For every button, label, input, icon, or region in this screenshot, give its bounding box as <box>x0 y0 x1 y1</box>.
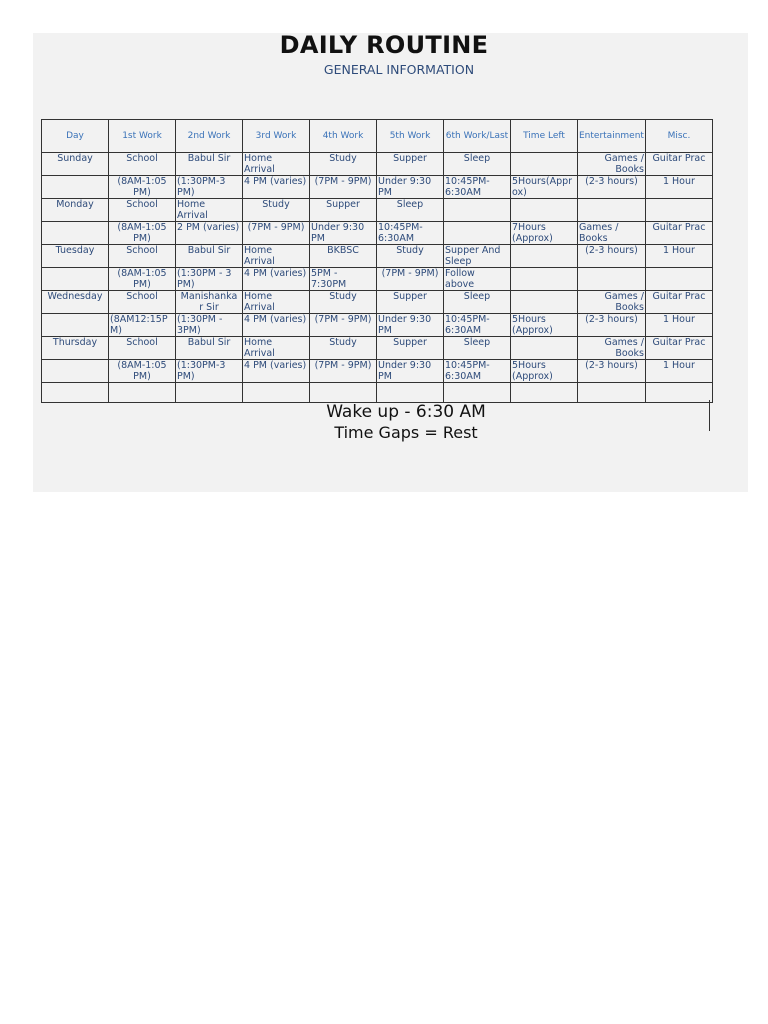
table-cell <box>645 199 712 222</box>
table-cell: 4 PM (varies) <box>243 314 310 337</box>
table-cell-text: Games / <box>604 153 644 164</box>
table-cell: Study <box>310 337 377 360</box>
table-cell: Study <box>310 291 377 314</box>
table-cell: BKBSC <box>310 245 377 268</box>
table-cell: 4 PM (varies) <box>243 268 310 291</box>
table-row <box>42 176 713 199</box>
header-cell: 4th Work <box>310 120 377 153</box>
table-cell: Under 9:30 PM <box>377 176 444 199</box>
table-row <box>42 360 713 383</box>
table-cell: School <box>109 245 176 268</box>
table-cell-text: Games / <box>604 337 644 348</box>
table-cell: Home Arrival <box>243 245 310 268</box>
header-cell: Entertainment <box>578 120 646 153</box>
table-cell: Supper <box>377 337 444 360</box>
table-cell: Guitar Prac <box>645 153 712 176</box>
table-cell: (1:30PM-3 PM) <box>176 176 243 199</box>
table-cell <box>511 199 578 222</box>
table-cell: (8AM-1:05 PM) <box>109 360 176 383</box>
table-cell: (1:30PM-3 PM) <box>176 360 243 383</box>
table-cell: Babul Sir <box>176 153 243 176</box>
books-label: Books <box>615 302 644 313</box>
time-gaps-note: Time Gaps = Rest <box>334 423 478 442</box>
table-cell: Study <box>310 153 377 176</box>
table-row <box>42 199 713 222</box>
table-cell: (1:30PM - 3PM) <box>176 314 243 337</box>
table-cell: 1 Hour <box>645 314 712 337</box>
table-cell: 5PM - 7:30PM <box>310 268 377 291</box>
table-cell: (2-3 hours) <box>578 245 646 268</box>
table-cell <box>42 268 109 291</box>
table-cell: 10:45PM- 6:30AM <box>444 314 511 337</box>
table-cell: 2 PM (varies) <box>176 222 243 245</box>
table-cell: 5Hours(Appr ox) <box>511 176 578 199</box>
table-cell <box>578 153 646 176</box>
wake-up-note: Wake up - 6:30 AM <box>326 402 486 422</box>
table-cell <box>42 222 109 245</box>
table-cell: Babul Sir <box>176 337 243 360</box>
table-row <box>42 314 713 337</box>
table-cell <box>511 268 578 291</box>
books-label: Books <box>615 348 644 359</box>
table-cell: Supper <box>377 153 444 176</box>
table-cell <box>377 383 444 403</box>
header-cell: Day <box>42 120 109 153</box>
table-cell <box>645 268 712 291</box>
table-cell: Games / Books <box>578 222 646 245</box>
table-cell <box>578 291 646 314</box>
table-cell: Babul Sir <box>176 245 243 268</box>
table-cell <box>578 337 646 360</box>
table-cell <box>578 383 646 403</box>
table-cell: School <box>109 199 176 222</box>
table-cell: Sunday <box>42 153 109 176</box>
table-cell <box>578 268 646 291</box>
header-cell: 2nd Work <box>176 120 243 153</box>
table-cell: Guitar Prac <box>645 222 712 245</box>
table-cell: Supper <box>377 291 444 314</box>
table-cell: Monday <box>42 199 109 222</box>
table-cell: Home Arrival <box>243 337 310 360</box>
table-cell: (7PM - 9PM) <box>310 176 377 199</box>
table-cell: Thursday <box>42 337 109 360</box>
table-cell: (7PM - 9PM) <box>377 268 444 291</box>
table-cell: Sleep <box>444 291 511 314</box>
table-cell <box>578 199 646 222</box>
table-cell <box>42 383 109 403</box>
table-row <box>42 337 713 360</box>
header-cell: 1st Work <box>109 120 176 153</box>
table-row <box>42 291 713 314</box>
table-cell: Home Arrival <box>176 199 243 222</box>
table-cell: 4 PM (varies) <box>243 360 310 383</box>
table-cell: School <box>109 153 176 176</box>
table-cell: Follow above <box>444 268 511 291</box>
table-cell: 4 PM (varies) <box>243 176 310 199</box>
table-cell: (7PM - 9PM) <box>310 314 377 337</box>
table-cell: 10:45PM- 6:30AM <box>377 222 444 245</box>
table-cell <box>511 383 578 403</box>
table-cell-text: Games / <box>604 291 644 302</box>
table-cell: Sleep <box>444 153 511 176</box>
table-row <box>42 245 713 268</box>
table-cell: 1 Hour <box>645 360 712 383</box>
table-cell: Supper And Sleep <box>444 245 511 268</box>
table-cell <box>511 245 578 268</box>
header-cell: 6th Work/Last <box>444 120 511 153</box>
header-cell: 5th Work <box>377 120 444 153</box>
routine-table <box>41 119 713 403</box>
table-cell: (7PM - 9PM) <box>310 360 377 383</box>
table-cell <box>444 222 511 245</box>
table-cell: (8AM-1:05 PM) <box>109 176 176 199</box>
table-cell: Guitar Prac <box>645 291 712 314</box>
header-cell: Time Left <box>511 120 578 153</box>
table-cell: Supper <box>310 199 377 222</box>
table-cell <box>42 314 109 337</box>
table-cell <box>42 360 109 383</box>
table-cell <box>645 383 712 403</box>
table-cell <box>310 383 377 403</box>
books-label: Books <box>615 164 644 175</box>
table-cell: Study <box>377 245 444 268</box>
table-cell: Tuesday <box>42 245 109 268</box>
table-cell: School <box>109 337 176 360</box>
table-cell: (1:30PM - 3 PM) <box>176 268 243 291</box>
table-header-row <box>42 120 713 153</box>
table-row <box>42 222 713 245</box>
table-cell: (8AM-1:05 PM) <box>109 222 176 245</box>
table-cell <box>109 383 176 403</box>
table-row <box>42 153 713 176</box>
table-cell: Sleep <box>377 199 444 222</box>
table-cell: (7PM - 9PM) <box>243 222 310 245</box>
page-title: DAILY ROUTINE <box>279 31 489 59</box>
table-cell: Manishanka r Sir <box>176 291 243 314</box>
table-cell: 1 Hour <box>645 245 712 268</box>
table-row <box>42 268 713 291</box>
table-cell: (8AM12:15P M) <box>109 314 176 337</box>
page-subtitle: GENERAL INFORMATION <box>323 62 475 77</box>
table-cell: Under 9:30 PM <box>377 360 444 383</box>
table-cell: 10:45PM- 6:30AM <box>444 176 511 199</box>
table-cell: Under 9:30 PM <box>310 222 377 245</box>
table-edge-line <box>709 400 710 431</box>
table-cell <box>444 383 511 403</box>
table-cell: 7Hours (Approx) <box>511 222 578 245</box>
table-cell: Guitar Prac <box>645 337 712 360</box>
table-cell: (8AM-1:05 PM) <box>109 268 176 291</box>
empty-row <box>42 383 713 403</box>
table-cell <box>42 176 109 199</box>
table-cell: Home Arrival <box>243 153 310 176</box>
table-cell: Sleep <box>444 337 511 360</box>
table-cell: (2-3 hours) <box>578 360 646 383</box>
table-cell: (2-3 hours) <box>578 314 646 337</box>
table-cell <box>444 199 511 222</box>
table-cell: 1 Hour <box>645 176 712 199</box>
table-cell: Study <box>243 199 310 222</box>
table-cell <box>176 383 243 403</box>
table-cell <box>243 383 310 403</box>
table-cell: (2-3 hours) <box>578 176 646 199</box>
table-cell: 5Hours (Approx) <box>511 314 578 337</box>
header-cell: Misc. <box>645 120 712 153</box>
header-cell: 3rd Work <box>243 120 310 153</box>
table-cell: 10:45PM- 6:30AM <box>444 360 511 383</box>
table-cell: School <box>109 291 176 314</box>
table-cell: Home Arrival <box>243 291 310 314</box>
table-cell: Under 9:30 PM <box>377 314 444 337</box>
table-cell: Wednesday <box>42 291 109 314</box>
table-cell: 5Hours (Approx) <box>511 360 578 383</box>
